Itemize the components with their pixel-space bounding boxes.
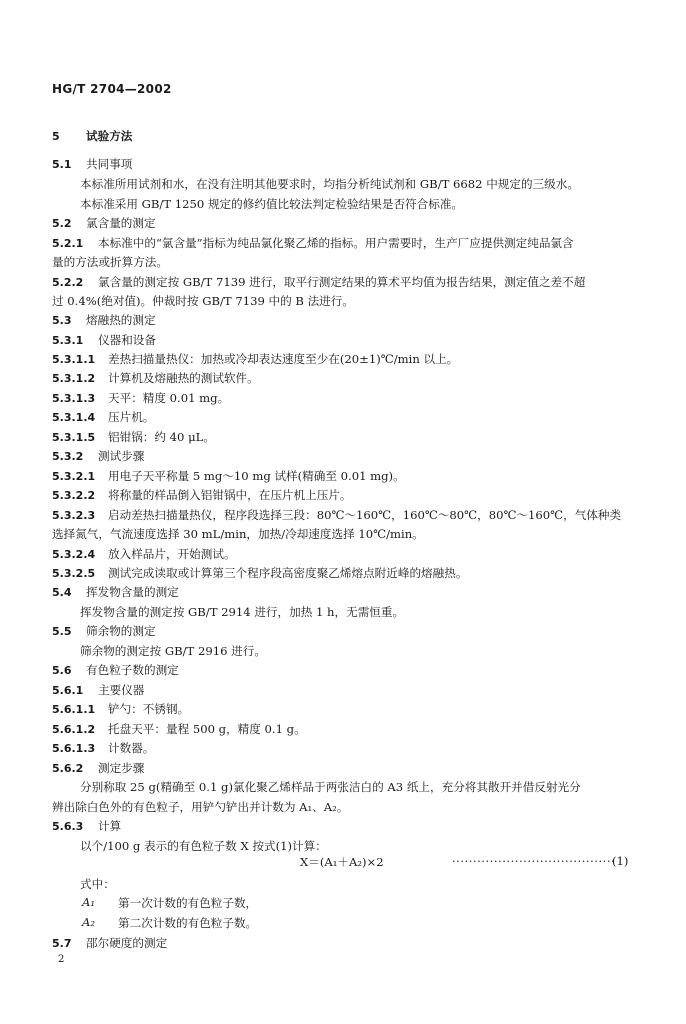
section-number: 5.6 (52, 664, 72, 677)
section-number: 5.2 (52, 217, 72, 230)
clause-number: 5.6.1.3 (52, 742, 96, 755)
clause-text: 用电子天平称量 5 mg～10 mg 试样(精确至 0.01 mg)。 (108, 469, 405, 483)
clause-continuation: 过 0.4%(绝对值)。仲裁时按 GB/T 7139 中的 B 法进行。 (52, 294, 354, 308)
clause-title: 测试步骤 (98, 449, 145, 463)
clause-text: 本标准中的“氯含量”指标为纯品氯化聚乙烯的指标。用户需要时，生产厂应提供测定纯品氯含 (98, 236, 574, 250)
paragraph: 挥发物含量的测定按 GB/T 2914 进行，加热 1 h，无需恒重。 (80, 605, 405, 619)
section-number: 5.5 (52, 625, 72, 638)
paragraph: 分别称取 25 g(精确至 0.1 g)氯化聚乙烯样品于两张洁白的 A3 纸上，充分将其散开并借反射光分 (80, 780, 581, 794)
clause-text: 差热扫描量热仪：加热或冷却表达速度至少在(20±1)℃/min 以上。 (108, 352, 459, 366)
section-number: 5.1 (52, 158, 72, 171)
clause-number: 5.3.2 (52, 450, 84, 463)
section-5-3-heading (52, 311, 156, 330)
clause-text: 托盘天平：量程 500 g，精度 0.1 g。 (108, 722, 306, 736)
section-title: 邵尔硬度的测定 (86, 936, 168, 950)
clause-5-3-1-1 (52, 350, 458, 369)
clause-5-3-2-3 (52, 506, 621, 525)
clause-number: 5.3.1.5 (52, 431, 96, 444)
section-title: 熔融热的测定 (86, 313, 156, 327)
clause-title: 计算 (98, 819, 122, 833)
clause-5-3-2-4 (52, 545, 236, 564)
clause-5-3-1-5 (52, 428, 215, 447)
clause-number: 5.6.1.2 (52, 723, 96, 736)
paragraph: 以个/100 g 表示的有色粒子数 X 按式(1)计算： (80, 839, 327, 853)
section-number: 5.3 (52, 314, 72, 327)
clause-5-6-3 (52, 817, 121, 836)
clause-5-3-1-2 (52, 369, 259, 388)
clause-5-3-1-3 (52, 389, 229, 408)
variable-symbol: A₁ (82, 895, 96, 909)
variable-symbol: A₂ (82, 915, 96, 929)
clause-5-6-1-3 (52, 739, 154, 758)
clause-number: 5.3.1 (52, 334, 84, 347)
clause-number: 5.3.1.1 (52, 353, 96, 366)
clause-5-6-1-2 (52, 720, 306, 739)
clause-number: 5.3.1.3 (52, 392, 96, 405)
clause-title: 主要仪器 (98, 683, 145, 697)
clause-5-3-2-1 (52, 467, 405, 486)
page-number: 2 (58, 954, 65, 965)
where-label: 式中： (80, 877, 115, 891)
clause-5-3-2-2 (52, 486, 351, 505)
clause-text: 将称量的样品倒入铝钳锅中，在压片机上压片。 (108, 488, 352, 502)
section-number: 5.7 (52, 937, 72, 950)
clause-number: 5.6.2 (52, 762, 84, 775)
clause-text: 压片机。 (108, 410, 155, 424)
clause-text: 铝钳锅：约 40 μL。 (108, 430, 215, 444)
clause-number: 5.3.1.4 (52, 411, 96, 424)
clause-text: 铲勺：不锈钢。 (108, 702, 190, 716)
clause-title: 测定步骤 (98, 761, 145, 775)
clause-number: 5.2.2 (52, 276, 84, 289)
section-5-5-heading (52, 622, 156, 641)
section-title: 氯含量的测定 (86, 216, 156, 230)
paragraph-continuation: 辨出除白色外的有色粒子，用铲勺铲出并计数为 A₁、A₂。 (52, 800, 349, 814)
section-5-heading (52, 127, 132, 146)
clause-5-3-1-4 (52, 408, 154, 427)
clause-number: 5.3.2.5 (52, 567, 96, 580)
clause-title: 仪器和设备 (98, 333, 156, 347)
clause-number: 5.3.2.3 (52, 509, 96, 522)
section-5-6-heading (52, 661, 179, 680)
clause-number: 5.3.2.2 (52, 489, 96, 502)
clause-5-3-2-5 (52, 564, 467, 583)
section-5-2-heading (52, 214, 156, 233)
clause-5-2-1 (52, 234, 574, 253)
section-title: 筛余物的测定 (86, 624, 156, 638)
clause-5-3-2 (52, 447, 144, 466)
clause-text: 测试完成读取或计算第三个程序段高密度聚乙烯熔点附近峰的熔融热。 (108, 566, 468, 580)
clause-text: 计数器。 (108, 741, 155, 755)
clause-5-6-2 (52, 759, 144, 778)
formula: X＝(A₁＋A₂)×2 (300, 855, 384, 869)
section-number: 5.4 (52, 586, 72, 599)
clause-number: 5.3.2.4 (52, 548, 96, 561)
clause-number: 5.3.1.2 (52, 372, 96, 385)
clause-number: 5.2.1 (52, 237, 84, 250)
clause-5-3-1 (52, 331, 156, 350)
paragraph: 本标准所用试剂和水，在没有注明其他要求时，均指分析纯试剂和 GB/T 6682 中规定的三级水。 (80, 177, 579, 191)
clause-5-6-1 (52, 681, 144, 700)
clause-number: 5.6.3 (52, 820, 84, 833)
section-number: 5 (52, 130, 60, 143)
formula-leader-dots: ······································· (452, 854, 616, 868)
section-title: 挥发物含量的测定 (86, 585, 179, 599)
section-title: 试验方法 (86, 129, 133, 143)
clause-number: 5.6.1 (52, 684, 84, 697)
clause-text: 氯含量的测定按 GB/T 7139 进行，取平行测定结果的算术平均值为报告结果，测定值之差不超 (98, 275, 586, 289)
standard-code-header: HG/T 2704—2002 (52, 82, 172, 96)
clause-5-6-1-1 (52, 700, 189, 719)
variable-description: 第二次计数的有色粒子数。 (118, 916, 258, 930)
section-5-1-heading (52, 155, 132, 174)
clause-number: 5.3.2.1 (52, 470, 96, 483)
paragraph: 筛余物的测定按 GB/T 2916 进行。 (80, 644, 266, 658)
clause-text: 启动差热扫描量热仪，程序段选择三段：80℃～160℃，160℃～80℃，80℃～160℃，气体种类 (108, 508, 622, 522)
section-5-7-heading (52, 934, 167, 953)
clause-continuation: 选择氮气，气流速度选择 30 mL/min，加热/冷却速度选择 10℃/min。 (52, 527, 424, 541)
clause-5-2-2 (52, 273, 585, 292)
clause-continuation: 量的方法或折算方法。 (52, 255, 168, 269)
section-title: 有色粒子数的测定 (86, 663, 179, 677)
clause-text: 计算机及熔融热的测试软件。 (108, 371, 259, 385)
clause-text: 放入样品片，开始测试。 (108, 547, 236, 561)
section-title: 共同事项 (86, 157, 133, 171)
section-5-4-heading (52, 583, 179, 602)
paragraph: 本标准采用 GB/T 1250 规定的修约值比较法判定检验结果是否符合标准。 (80, 197, 464, 211)
clause-number: 5.6.1.1 (52, 703, 96, 716)
variable-description: 第一次计数的有色粒子数， (118, 896, 258, 910)
clause-text: 天平：精度 0.01 mg。 (108, 391, 230, 405)
equation-number: (1) (612, 854, 629, 868)
